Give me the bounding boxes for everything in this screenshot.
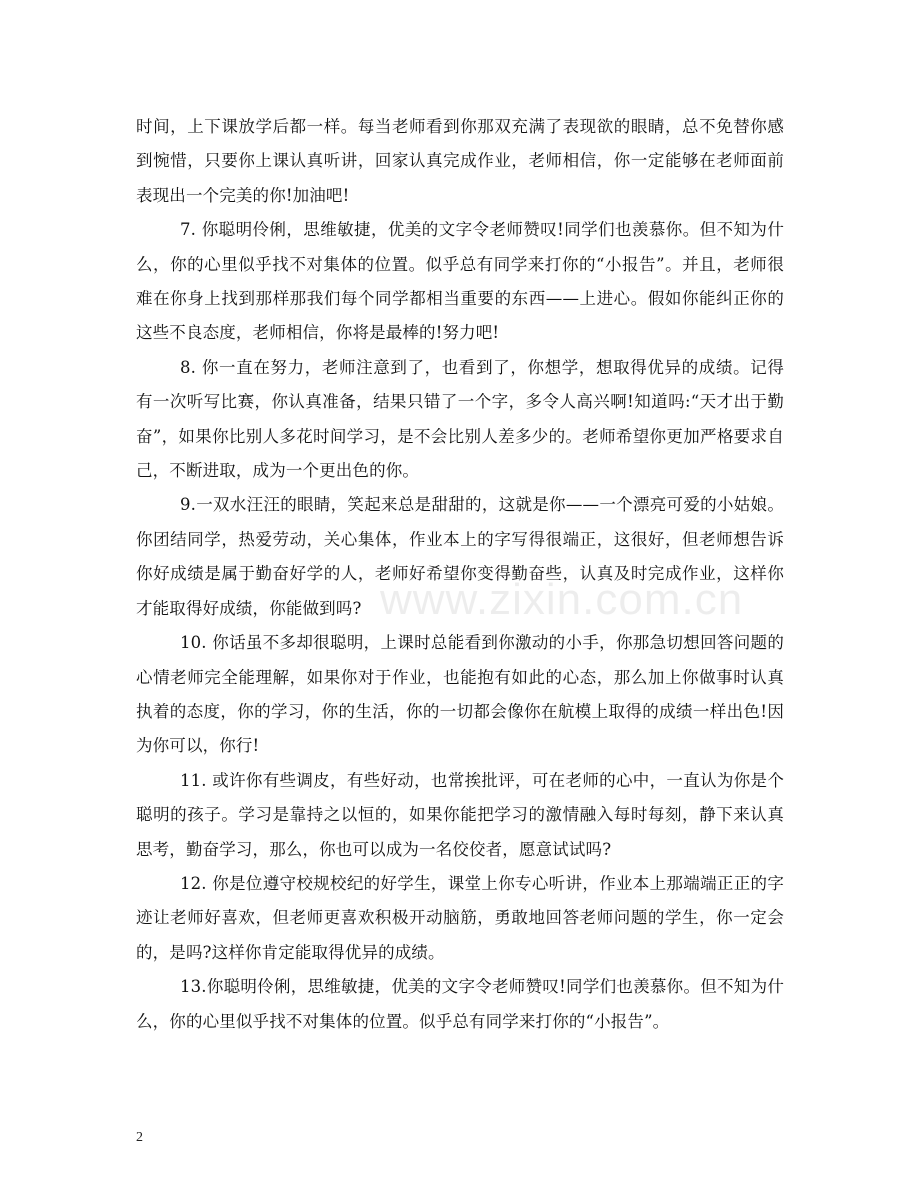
paragraph-continuation: 时间，上下课放学后都一样。每当老师看到你那双充满了表现欲的眼睛，总不免替你感到惋惜，只要你上课认真听讲，回家认真完成作业，老师相信，你一定能够在老师面前表现出一个完美的你!加油吧! [136,117,784,205]
paragraph-item-8: 8. 你一直在努力，老师注意到了，也看到了，你想学，想取得优异的成绩。记得有一次听写比赛，你认真准备，结果只错了一个字，多令人高兴啊!知道吗:“天才出于勤奋”，如果你比别人多花时间学习，是不会比别人差多少的。老师希望你更加严格要求自己，不断进取，成为一个更出色的你。 [136,357,784,481]
paragraph-item-11: 11. 或许你有些调皮，有些好动，也常挨批评，可在老师的心中，一直认为你是个聪明的孩子。学习是靠持之以恒的，如果你能把学习的激情融入每时每刻，静下来认真思考，勤奋学习，那么，你也可以成为一名佼佼者，愿意试试吗? [136,770,784,859]
paragraph-item-13: 13.你聪明伶俐，思维敏捷，优美的文字令老师赞叹!同学们也羡慕你。但不知为什么，你的心里似乎找不对集体的位置。似乎总有同学来打你的“小报告”。 [136,977,784,1031]
document-body [136,110,784,1039]
paragraph-item-9: 9.一双水汪汪的眼睛，笑起来总是甜甜的，这就是你——一个漂亮可爱的小姑娘。你团结同学，热爱劳动，关心集体，作业本上的字写得很端正，这很好，但老师想告诉你好成绩是属于勤奋好学的人，老师好希望你变得勤奋些，认真及时完成作业，这样你才能取得好成绩，你能做到吗? [136,495,784,618]
watermark: www.zixin.com.cn [380,575,744,624]
page-number: 2 [136,1130,143,1145]
paragraph-item-7: 7. 你聪明伶俐，思维敏捷，优美的文字令老师赞叹!同学们也羡慕你。但不知为什么，你的心里似乎找不对集体的位置。似乎总有同学来打你的“小报告”。并且，老师很难在你身上找到那样那我们每个同学都相当重要的东西——上进心。假如你能纠正你的这些不良态度，老师相信，你将是最棒的!努力吧! [136,220,784,343]
paragraph-item-10: 10. 你话虽不多却很聪明，上课时总能看到你激动的小手，你那急切想回答问题的心情老师完全能理解，如果你对于作业，也能抱有如此的心态，那么加上你做事时认真执着的态度，你的学习，你的生活，你的一切都会像你在航模上取得的成绩一样出色!因为你可以，你行! [136,633,784,756]
paragraph-item-12: 12. 你是位遵守校规校纪的好学生，课堂上你专心听讲，作业本上那端端正正的字迹让老师好喜欢，但老师更喜欢积极开动脑筋，勇敢地回答老师问题的学生，你一定会的，是吗?这样你肯定能取得优异的成绩。 [136,873,784,962]
